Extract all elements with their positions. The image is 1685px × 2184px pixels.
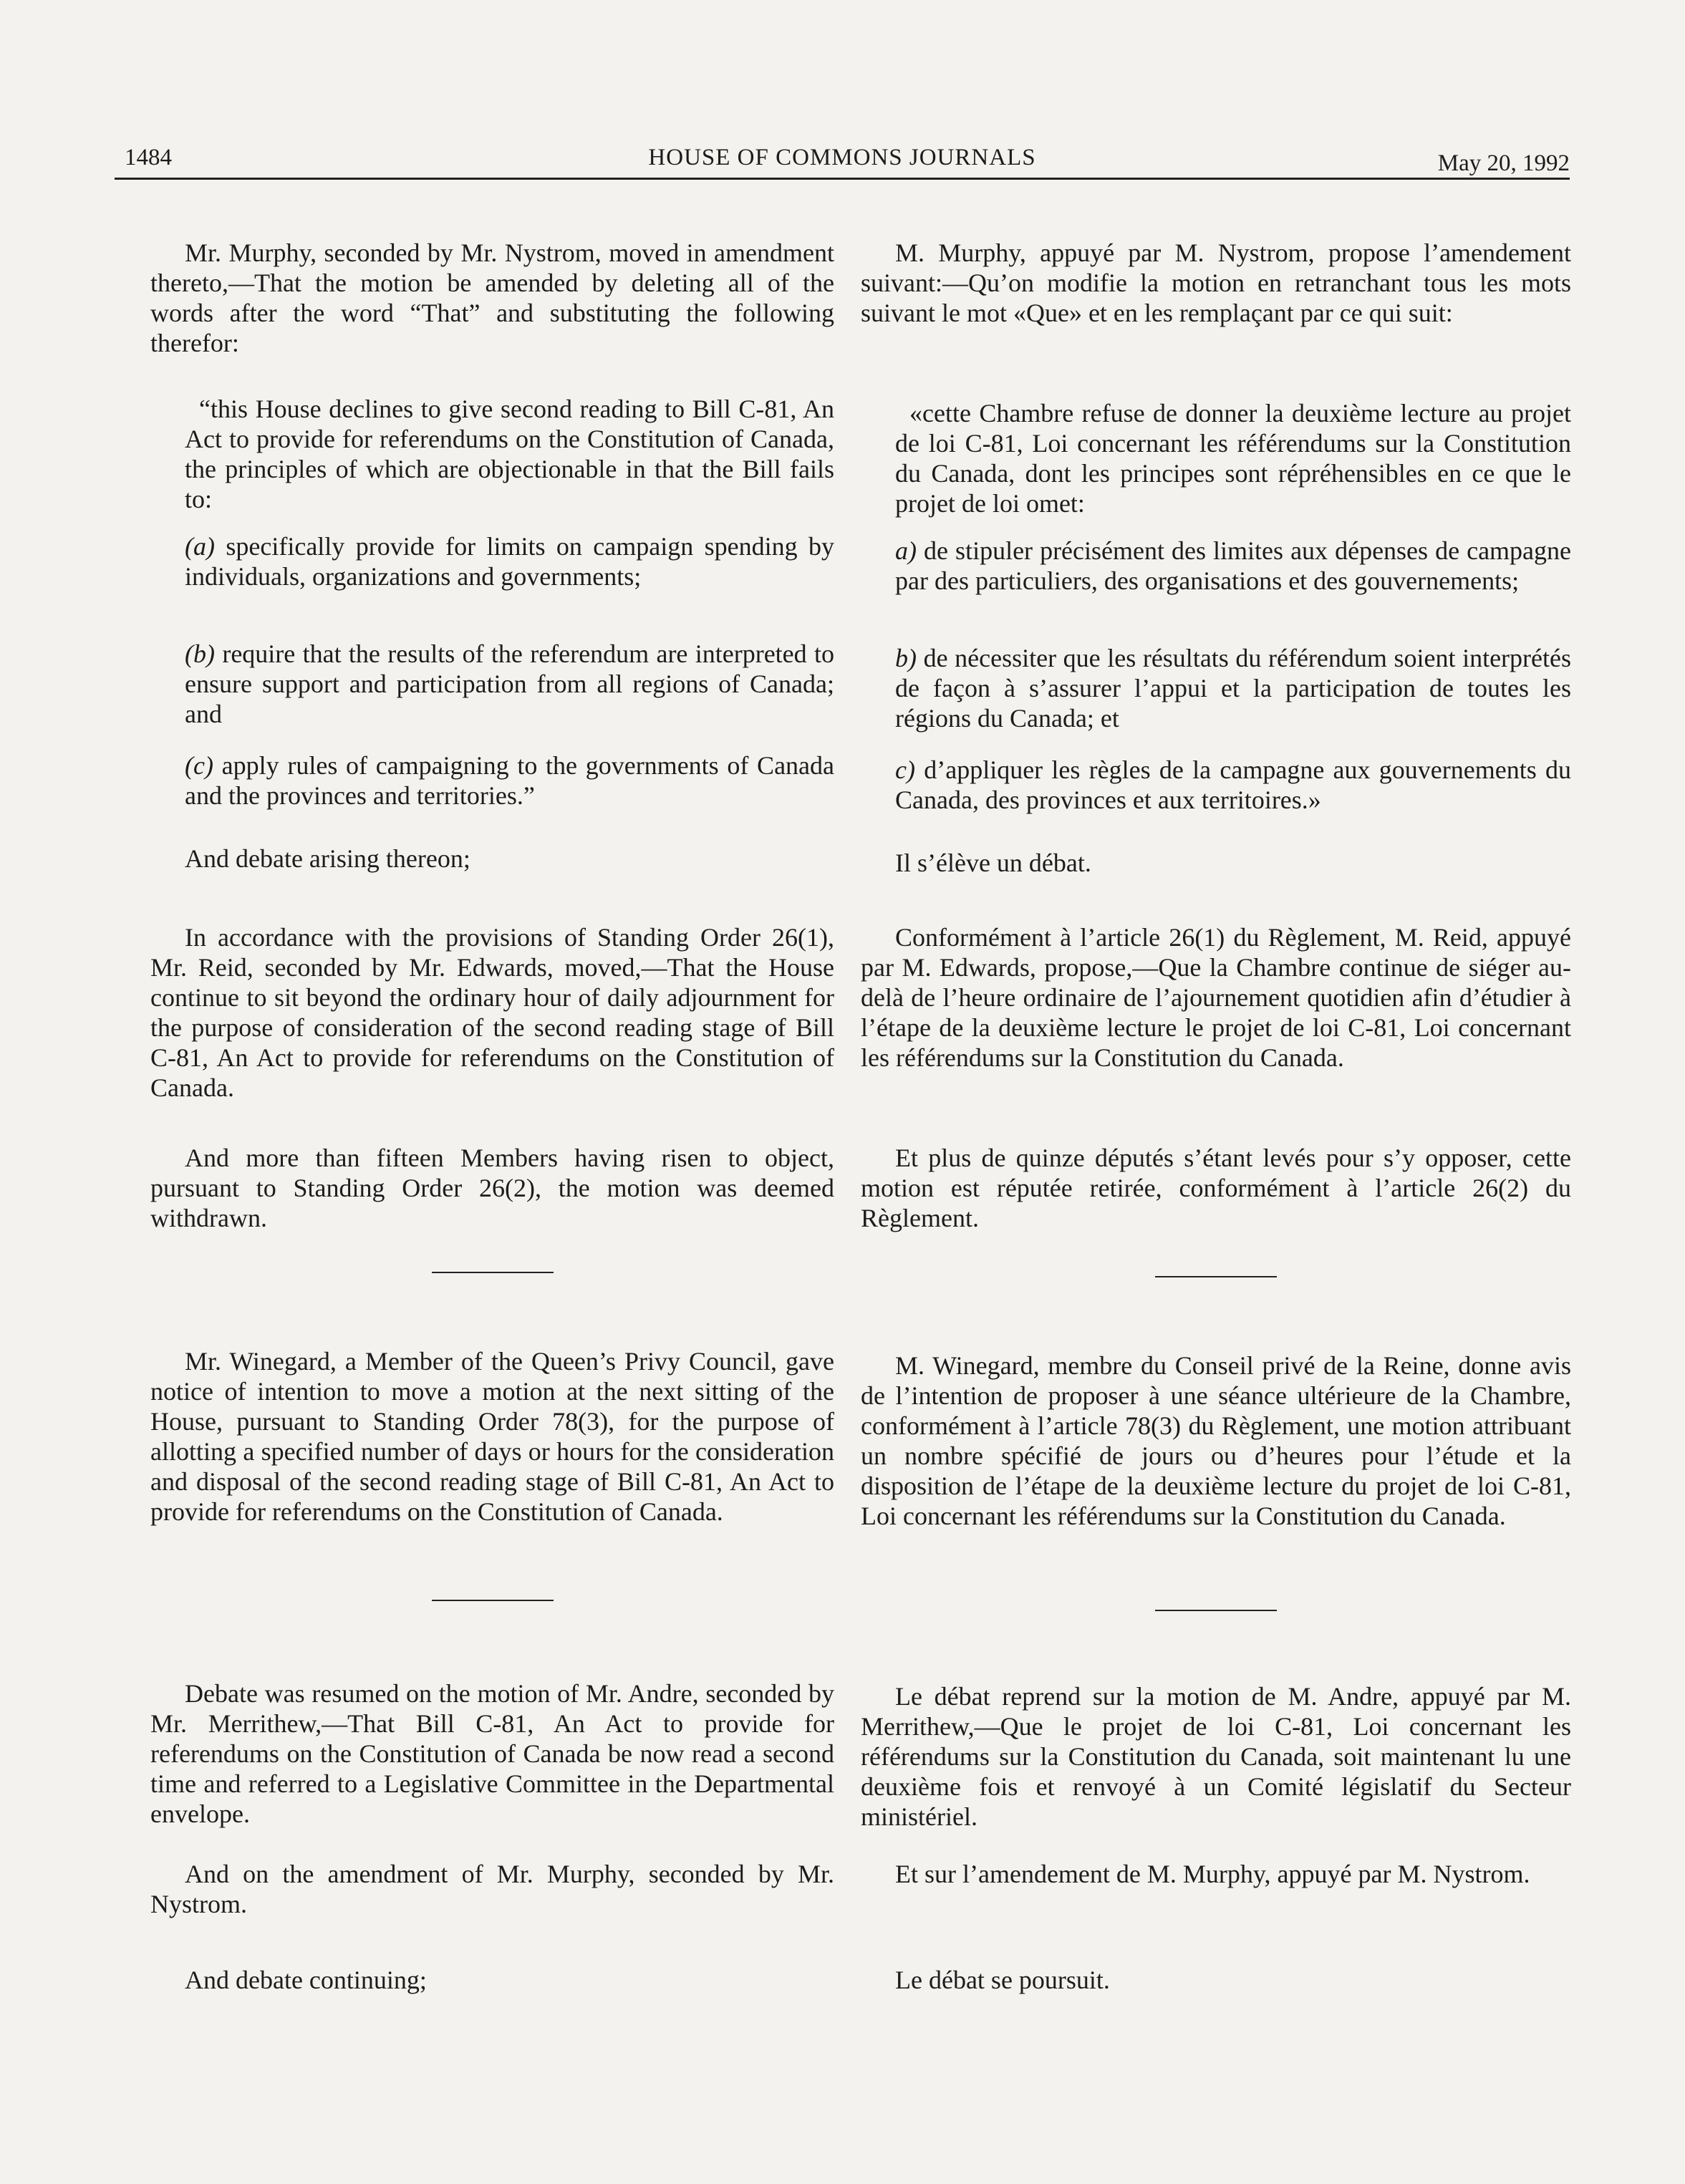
fr-item-c-label: c) — [895, 755, 915, 784]
journal-title: HOUSE OF COMMONS JOURNALS — [648, 145, 1036, 170]
page-header — [115, 143, 1570, 180]
fr-motion-intro: M. Murphy, appuyé par M. Nystrom, propose l’amendement suivant:—Qu’on modifie la motion en retranchant tous les mots suivant le mot «Que» et en les remplaçant par ce qui suit: — [861, 238, 1571, 327]
en-item-c-label: (c) — [185, 751, 213, 780]
fr-item-a-label: a) — [895, 536, 917, 565]
fr-debate-continuing: Le débat se poursuit. — [895, 1966, 1110, 1994]
en-item-b-text: require that the results of the referendum are interpreted to ensure support and participation from all regions of Canada; and — [185, 639, 835, 728]
en-withdrawn: And more than fifteen Members having risen to object, pursuant to Standing Order 26(2), the motion was deemed withdrawn. — [150, 1144, 834, 1232]
fr-debate-resumed: Le débat reprend sur la motion de M. Andre, appuyé par M. Merrithew,—Que le projet de loi C-81, Loi concernant les référendums sur la Constitution du Canada, soit maintenant lu une deuxième fois et renvoyé à un Comité législatif du Secteur ministériel. — [861, 1682, 1571, 1831]
fr-withdrawn: Et plus de quinze députés s’étant levés pour s’y opposer, cette motion est réputée retirée, conformément à l’article 26(2) du Règlement. — [861, 1144, 1571, 1232]
en-item-c — [185, 750, 834, 811]
en-so26-motion: In accordance with the provisions of Standing Order 26(1), Mr. Reid, seconded by Mr. Edwards, moved,—That the House continue to sit beyond the ordinary hour of daily adjournment for the purpose of consideration of the second reading stage of Bill C-81, An Act to provide for referendums on the Constitution of Canada. — [150, 923, 834, 1102]
fr-item-a — [895, 536, 1571, 596]
en-item-a-label: (a) — [185, 532, 215, 561]
en-separator-2 — [150, 1600, 834, 1601]
page-number: 1484 — [125, 145, 172, 170]
fr-item-b — [895, 643, 1571, 733]
separator-rule — [432, 1272, 554, 1273]
fr-item-b-text: de nécessiter que les résultats du référendum soient interprétés de façon à s’assurer l’appui et la participation de toutes les régions du Canada; et — [895, 644, 1571, 733]
en-debate-arising: And debate arising thereon; — [185, 844, 470, 873]
separator-rule — [1155, 1610, 1277, 1611]
fr-item-c — [895, 755, 1571, 815]
fr-on-amendment: Et sur l’amendement de M. Murphy, appuyé par M. Nystrom. — [895, 1860, 1530, 1888]
fr-quote-head: «cette Chambre refuse de donner la deuxième lecture au projet de loi C-81, Loi concernant les référendums sur la Constitution du Canada, dont les principes sont répréhensibles en ce que le projet de loi omet: — [895, 399, 1571, 518]
fr-winegard-notice: M. Winegard, membre du Conseil privé de la Reine, donne avis de l’intention de proposer à une séance ultérieure de la Chambre, conformément à l’article 78(3) du Règlement, une motion attribuant un nombre spécifié de jours ou d’heures pour l’étude et la disposition de l’étape de la deuxième lecture du projet de loi C-81, Loi concernant les référendums sur la Constitution du Canada. — [861, 1351, 1571, 1530]
fr-debate-arising: Il s’élève un débat. — [895, 849, 1091, 877]
fr-item-a-text: de stipuler précisément des limites aux dépenses de campagne par des particuliers, des organisations et des gouvernements; — [895, 536, 1572, 595]
en-item-b-label: (b) — [185, 639, 215, 668]
en-debate-resumed: Debate was resumed on the motion of Mr. Andre, seconded by Mr. Merrithew,—That Bill C-81, An Act to provide for referendums on the Constitution of Canada be now read a second time and referred to a Legislative Committee in the Departmental envelope. — [150, 1679, 834, 1828]
en-item-c-text: apply rules of campaigning to the governments of Canada and the provinces and territories.” — [185, 751, 835, 810]
fr-separator-1 — [861, 1276, 1571, 1277]
fr-item-b-label: b) — [895, 644, 917, 672]
separator-rule — [1155, 1276, 1277, 1277]
en-item-a — [185, 531, 834, 591]
en-separator-1 — [150, 1272, 834, 1273]
fr-so26-motion: Conformément à l’article 26(1) du Règlement, M. Reid, appuyé par M. Edwards, propose,—Que la Chambre continue de siéger au-delà de l’heure ordinaire de l’ajournement quotidien afin d’étudier à l’étape de la deuxième lecture le projet de loi C-81, Loi concernant les référendums sur la Constitution du Canada. — [861, 923, 1571, 1072]
separator-rule — [432, 1600, 554, 1601]
en-motion-intro: Mr. Murphy, seconded by Mr. Nystrom, moved in amendment thereto,—That the motion be amended by deleting all of the words after the word “That” and substituting the following therefor: — [150, 238, 834, 357]
fr-amendment-quote — [895, 398, 1571, 518]
en-item-b — [185, 639, 834, 729]
fr-separator-2 — [861, 1610, 1571, 1611]
en-winegard-notice: Mr. Winegard, a Member of the Queen’s Privy Council, gave notice of intention to move a motion at the next sitting of the House, pursuant to Standing Order 78(3), for the purpose of allotting a specified number of days or hours for the consideration and disposal of the second reading stage of Bill C-81, An Act to provide for referendums on the Constitution of Canada. — [150, 1347, 834, 1526]
fr-item-c-text: d’appliquer les règles de la campagne aux gouvernements du Canada, des provinces et aux territoires.» — [895, 755, 1571, 814]
en-debate-continuing: And debate continuing; — [185, 1966, 427, 1994]
journal-date: May 20, 1992 — [1437, 150, 1570, 176]
en-on-amendment: And on the amendment of Mr. Murphy, seconded by Mr. Nystrom. — [150, 1860, 834, 1918]
en-quote-head: “this House declines to give second reading to Bill C-81, An Act to provide for referendums on the Constitution of Canada, the principles of which are objectionable in that the Bill fails to: — [185, 395, 834, 513]
en-amendment-quote — [185, 394, 834, 514]
en-item-a-text: specifically provide for limits on campaign spending by individuals, organizations and governments; — [185, 532, 834, 591]
